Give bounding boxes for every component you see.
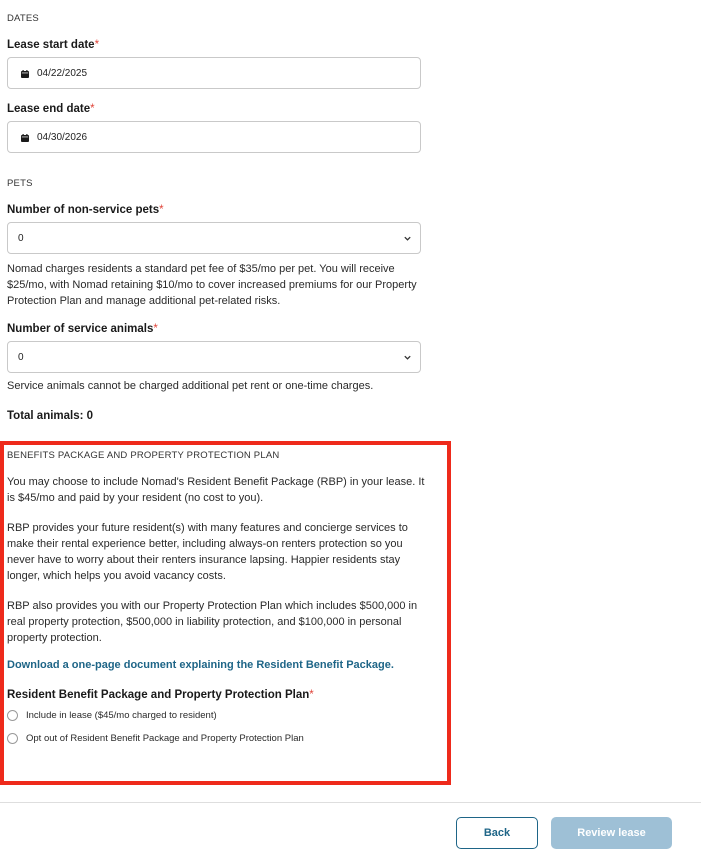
chevron-down-icon bbox=[403, 234, 412, 243]
lease-start-label bbox=[7, 39, 99, 51]
required-marker: * bbox=[159, 204, 164, 216]
lease-start-label-text: Lease start date bbox=[7, 39, 95, 51]
service-animals-help-text: Service animals cannot be charged additional pet rent or one-time charges. bbox=[7, 380, 374, 392]
lease-end-label-text: Lease end date bbox=[7, 103, 91, 115]
rbp-include-option[interactable] bbox=[7, 708, 217, 722]
required-marker: * bbox=[153, 323, 158, 335]
service-animals-select[interactable] bbox=[7, 341, 421, 373]
non-service-pets-label-text: Number of non-service pets bbox=[7, 204, 160, 216]
dates-section-title: DATES bbox=[7, 13, 39, 24]
non-service-pets-select[interactable] bbox=[7, 222, 421, 254]
service-animals-value: 0 bbox=[18, 352, 24, 363]
rbp-include-label: Include in lease ($45/mo charged to resident) bbox=[26, 709, 217, 721]
chevron-down-icon bbox=[403, 353, 412, 362]
pets-section-title: PETS bbox=[7, 178, 33, 189]
ppp-details-text: RBP also provides you with our Property Protection Plan which includes $500,000 in real property protection, $500,000 in liability protection, and $100,000 in personal property protection. bbox=[7, 600, 418, 644]
rbp-question-label bbox=[7, 689, 314, 701]
rbp-features-text: RBP provides your future resident(s) with many features and concierge services to make their rental experience better, including always-on renters protection so you never have to worry about their renters insurance lapsing. Happier residents stay longer, which helps you avoid vacancy costs. bbox=[7, 522, 408, 582]
lease-start-input[interactable] bbox=[7, 57, 421, 89]
back-button[interactable]: Back bbox=[456, 817, 538, 849]
pet-fee-help-text: Nomad charges residents a standard pet fee of $35/mo per pet. You will receive $25/mo, with Nomad retaining $10/mo to cover increased premiums for our Property Protection Plan and manage additional pet-related risks. bbox=[7, 263, 417, 307]
required-marker: * bbox=[94, 39, 100, 51]
rbp-intro-text: You may choose to include Nomad's Resident Benefit Package (RBP) in your lease. It is $45/mo and paid by your resident (no cost to you). bbox=[7, 476, 425, 504]
non-service-pets-value: 0 bbox=[18, 233, 24, 244]
lease-end-value: 04/30/2026 bbox=[37, 132, 88, 143]
lease-end-input[interactable] bbox=[7, 121, 421, 153]
footer-divider bbox=[0, 802, 701, 803]
radio-button[interactable] bbox=[7, 733, 18, 744]
lease-start-value: 04/22/2025 bbox=[37, 68, 88, 79]
radio-button[interactable] bbox=[7, 710, 18, 721]
service-animals-label bbox=[7, 323, 158, 335]
review-lease-button[interactable]: Review lease bbox=[551, 817, 672, 849]
required-marker: * bbox=[90, 103, 95, 115]
service-animals-label-text: Number of service animals bbox=[7, 323, 154, 335]
non-service-pets-label bbox=[7, 204, 164, 216]
total-animals: Total animals: 0 bbox=[7, 410, 94, 422]
rbp-question-label-text: Resident Benefit Package and Property Protection Plan bbox=[7, 689, 310, 701]
required-marker: * bbox=[309, 689, 314, 701]
lease-end-label bbox=[7, 103, 95, 115]
download-rbp-document-link[interactable]: Download a one-page document explaining the Resident Benefit Package. bbox=[7, 659, 394, 671]
rbp-opt-out-option[interactable] bbox=[7, 731, 304, 745]
rbp-opt-out-label: Opt out of Resident Benefit Package and Property Protection Plan bbox=[26, 732, 304, 744]
benefits-section-title: BENEFITS PACKAGE AND PROPERTY PROTECTION PLAN bbox=[7, 450, 280, 461]
calendar-icon bbox=[21, 70, 29, 78]
calendar-icon bbox=[21, 134, 29, 142]
